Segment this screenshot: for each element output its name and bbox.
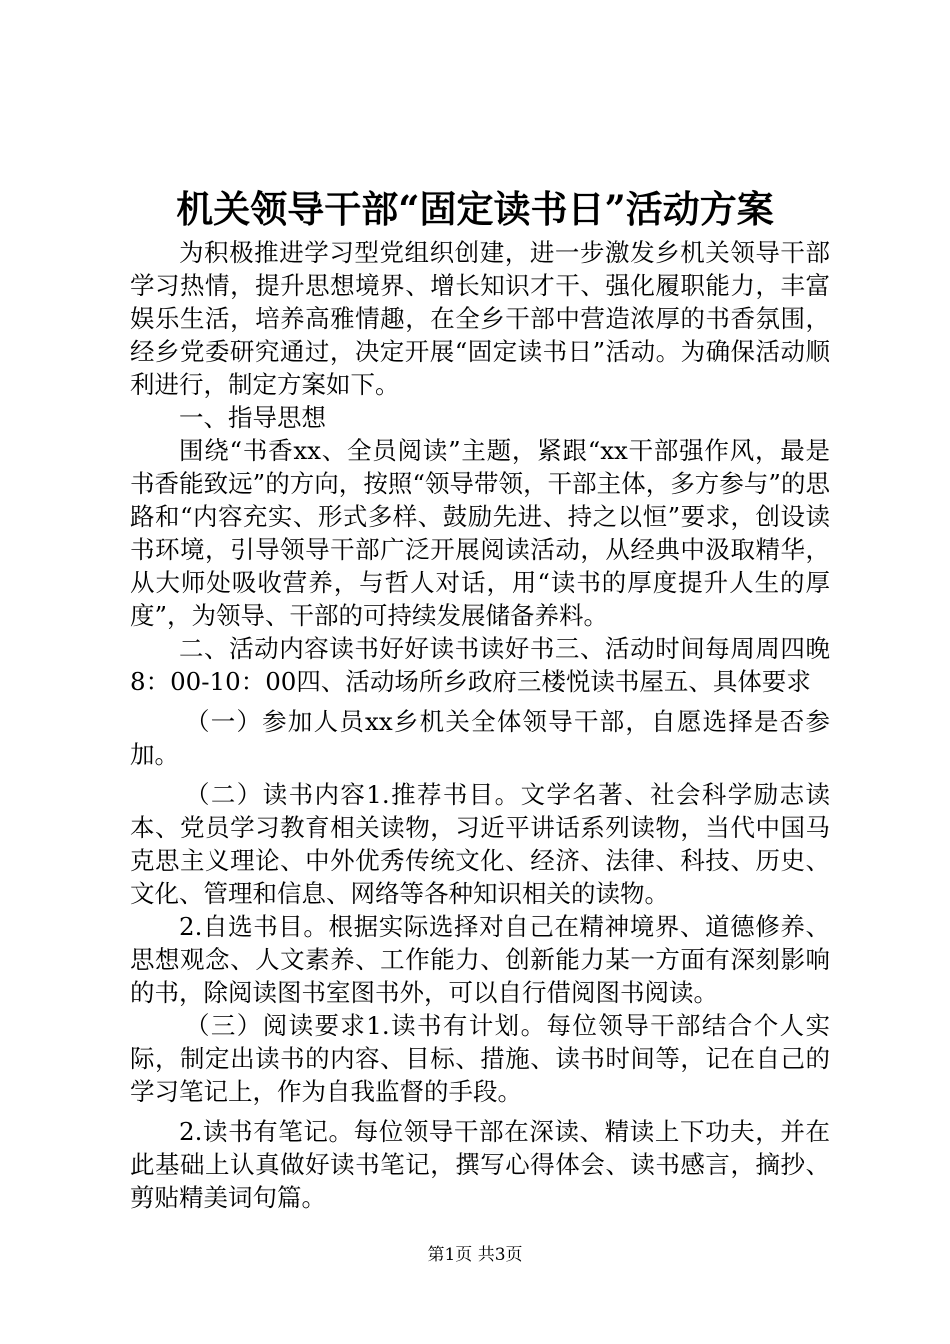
document-body: [130, 236, 830, 1214]
section-heading-guiding-ideology: 一、指导思想: [179, 403, 326, 432]
reading-notes-paragraph: 2.读书有笔记。每位领导干部在深读、精读上下功夫，并在此基础上认真做好读书笔记，撰写心得体会、读书感言，摘抄、剪贴精美词句篇。: [130, 1117, 830, 1212]
self-selected-books-paragraph: 2.自选书目。根据实际选择对自己在精神境界、道德修养、思想观念、人文素养、工作能力、创新能力某一方面有深刻影响的书，除阅读图书室图书外，可以自行借阅图书阅读。: [130, 912, 830, 1007]
guiding-ideology-paragraph: 围绕“书香xx、全员阅读”主题，紧跟“xx干部强作风，最是书香能致远”的方向，按照“领导带领，干部主体，多方参与”的思路和“内容充实、形式多样、鼓励先进、持之以恒”要求，创设读书环境，引导领导干部广泛开展阅读活动，从经典中汲取精华，从大师处吸收营养，与哲人对话，用“读书的厚度提升人生的厚度”，为领导、干部的可持续发展储备养料。: [130, 436, 830, 630]
activity-details-paragraph: 二、活动内容读书好好读书读好书三、活动时间每周周四晚8：00-10：00四、活动场所乡政府三楼悦读书屋五、具体要求: [130, 634, 830, 696]
document-title: 机关领导干部“固定读书日”活动方案: [176, 187, 774, 231]
reading-requirements-paragraph: （三）阅读要求1.读书有计划。每位领导干部结合个人实际，制定出读书的内容、目标、措施、读书时间等，记在自己的学习笔记上，作为自我监督的手段。: [130, 1011, 830, 1106]
reading-content-paragraph: （二）读书内容1.推荐书目。文学名著、社会科学励志读本、党员学习教育相关读物，习近平讲话系列读物，当代中国马克思主义理论、中外优秀传统文化、经济、法律、科技、历史、文化、管理和信息、网络等各种知识相关的读物。: [130, 780, 830, 908]
intro-paragraph: 为积极推进学习型党组织创建，进一步激发乡机关领导干部学习热情，提升思想境界、增长知识才干、强化履职能力，丰富娱乐生活，培养高雅情趣，在全乡干部中营造浓厚的书香氛围，经乡党委研究通过，决定开展“固定读书日”活动。为确保活动顺利进行，制定方案如下。: [130, 238, 830, 399]
page-footer: 第1页 共3页: [427, 1245, 523, 1265]
participants-paragraph: （一）参加人员xx乡机关全体领导干部，自愿选择是否参加。: [130, 707, 830, 769]
